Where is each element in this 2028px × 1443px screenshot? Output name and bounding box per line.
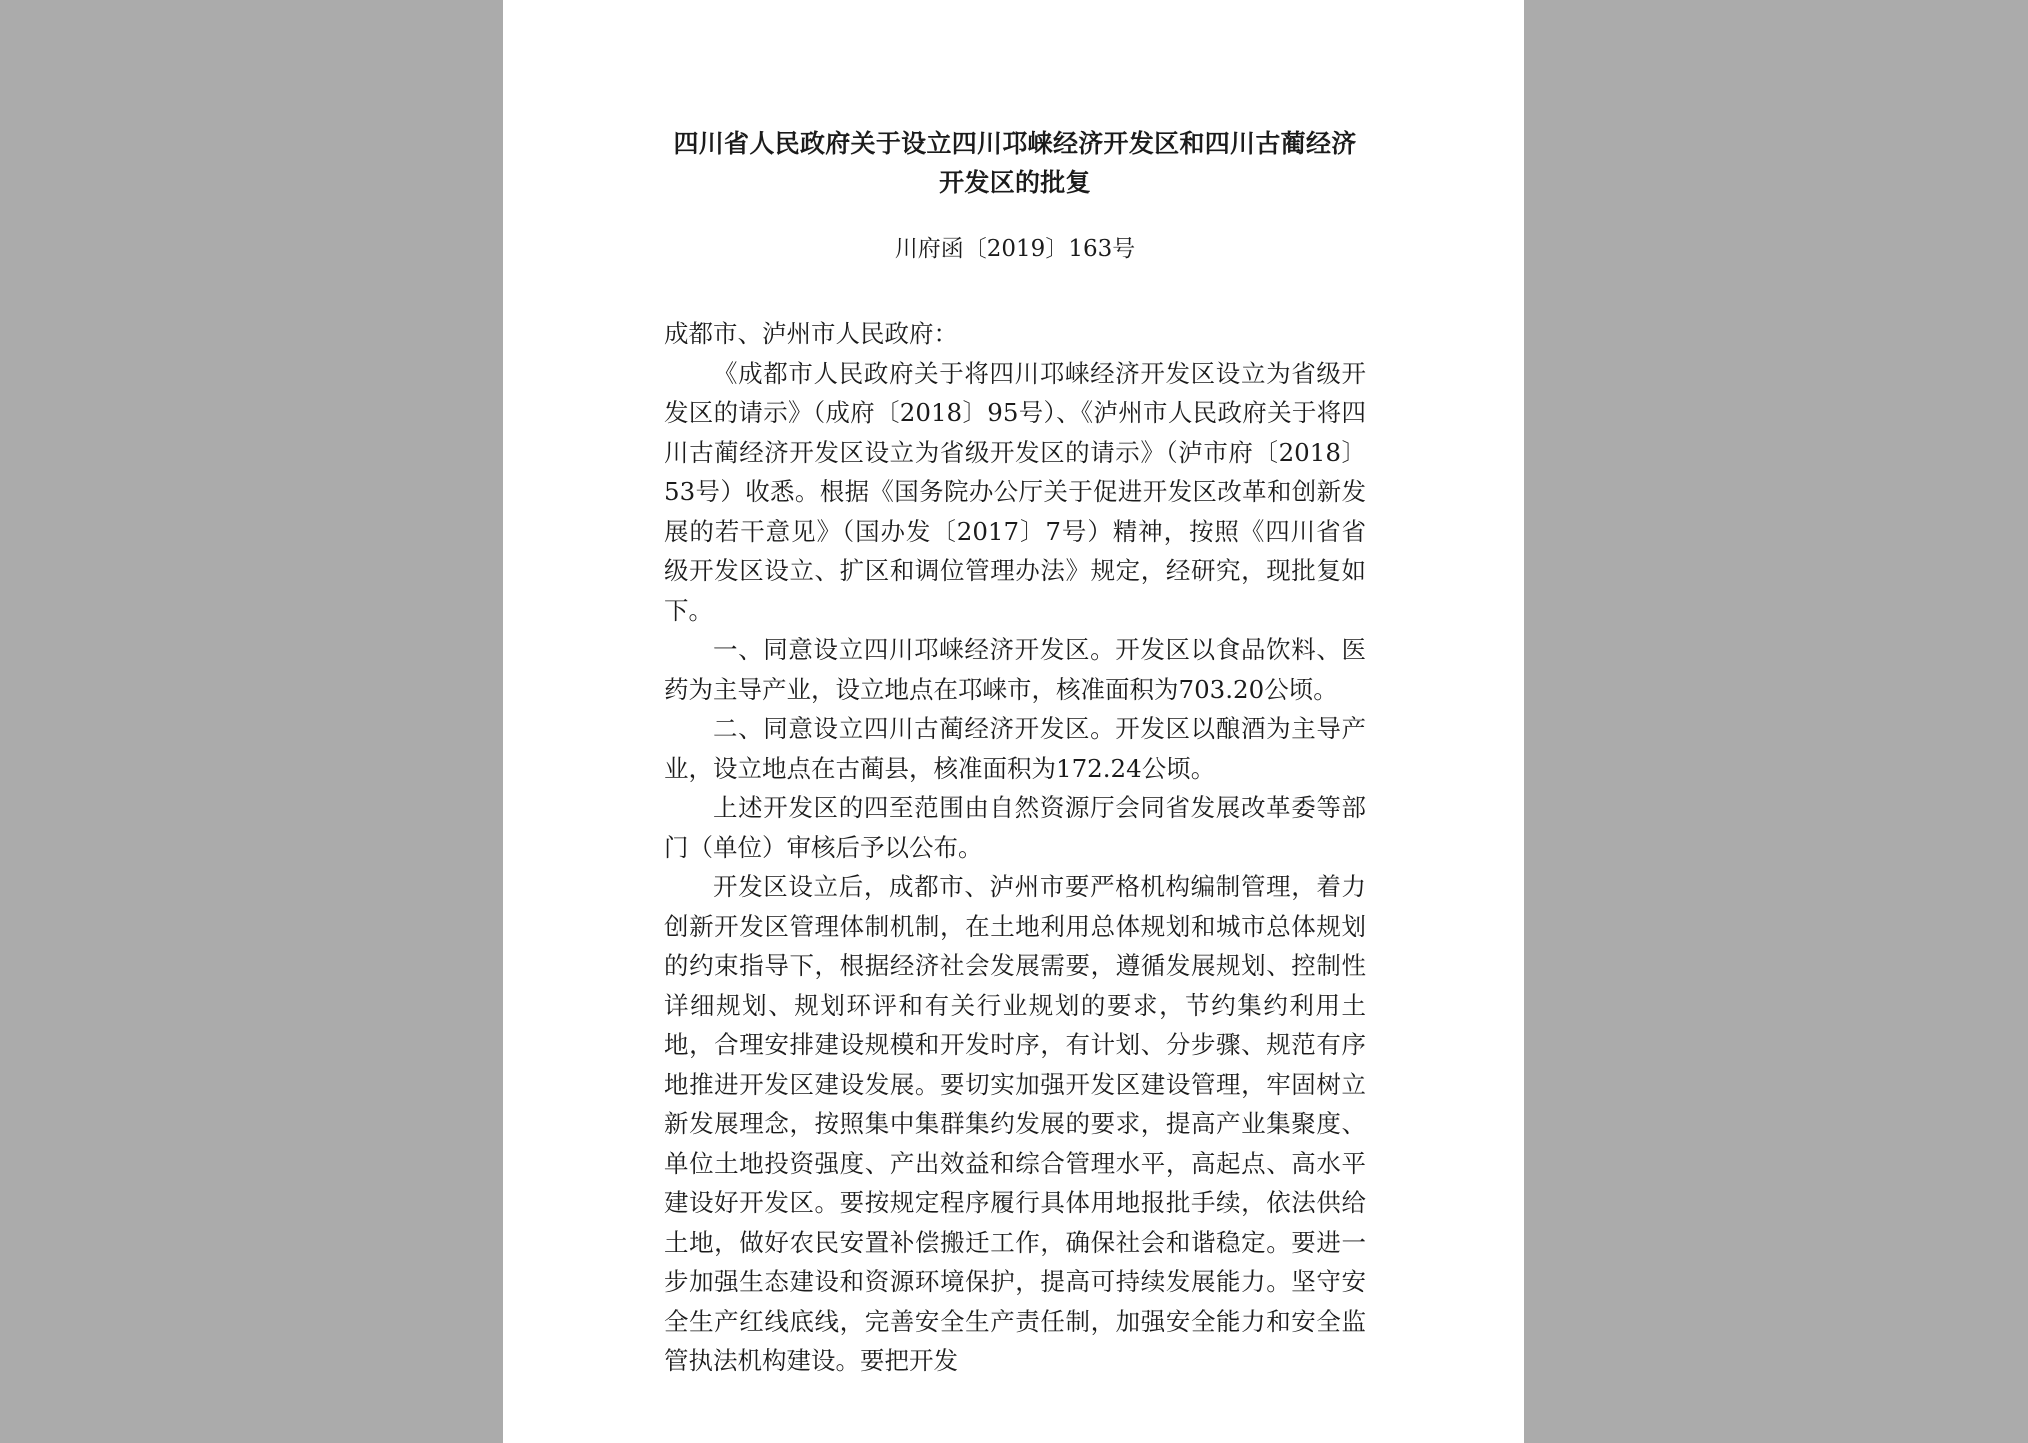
document-page (503, 0, 1524, 1443)
paragraph-qionglai-approval: 一、同意设立四川邛崃经济开发区。开发区以食品饮料、医药为主导产业，设立地点在邛崃市，核准面积为703.20公顷。 (664, 635, 1366, 704)
document-title: 四川省人民政府关于设立四川邛崃经济开发区和四川古蔺经济开发区的批复 (673, 129, 1357, 197)
paragraph-request-received: 《成都市人民政府关于将四川邛崃经济开发区设立为省级开发区的请示》（成府〔2018〕95号）、《泸州市人民政府关于将四川古蔺经济开发区设立为省级开发区的请示》（泸市府〔2018〕53号）收悉。根据《国务院办公厅关于促进开发区改革和创新发展的若干意见》（国办发〔2017〕7号）精神，按照《四川省省级开发区设立、扩区和调位管理办法》规定，经研究，现批复如下。 (664, 358, 1366, 625)
document-content (664, 124, 1366, 1381)
paragraph-gulin-approval: 二、同意设立四川古蔺经济开发区。开发区以酿酒为主导产业，设立地点在古蔺县，核准面积为172.24公顷。 (664, 714, 1366, 783)
paragraph-boundary-publication: 上述开发区的四至范围由自然资源厅会同省发展改革委等部门（单位）审核后予以公布。 (664, 793, 1366, 862)
paragraph-management-requirements: 开发区设立后，成都市、泸州市要严格机构编制管理，着力创新开发区管理体制机制，在土地利用总体规划和城市总体规划的约束指导下，根据经济社会发展需要，遵循发展规划、控制性详细规划、规划环评和有关行业规划的要求，节约集约利用土地，合理安排建设规模和开发时序，有计划、分步骤、规范有序地推进开发区建设发展。要切实加强开发区建设管理，牢固树立新发展理念，按照集中集群集约发展的要求，提高产业集聚度、单位土地投资强度、产出效益和综合管理水平，高起点、高水平建设好开发区。要按规定程序履行具体用地报批手续，依法供给土地，做好农民安置补偿搬迁工作，确保社会和谐稳定。要进一步加强生态建设和资源环境保护，提高可持续发展能力。坚守安全生产红线底线，完善安全生产责任制，加强安全能力和安全监管执法机构建设。要把开发 (664, 872, 1366, 1375)
document-addressee: 成都市、泸州市人民政府： (664, 319, 958, 348)
document-number: 川府函〔2019〕163号 (894, 236, 1136, 262)
